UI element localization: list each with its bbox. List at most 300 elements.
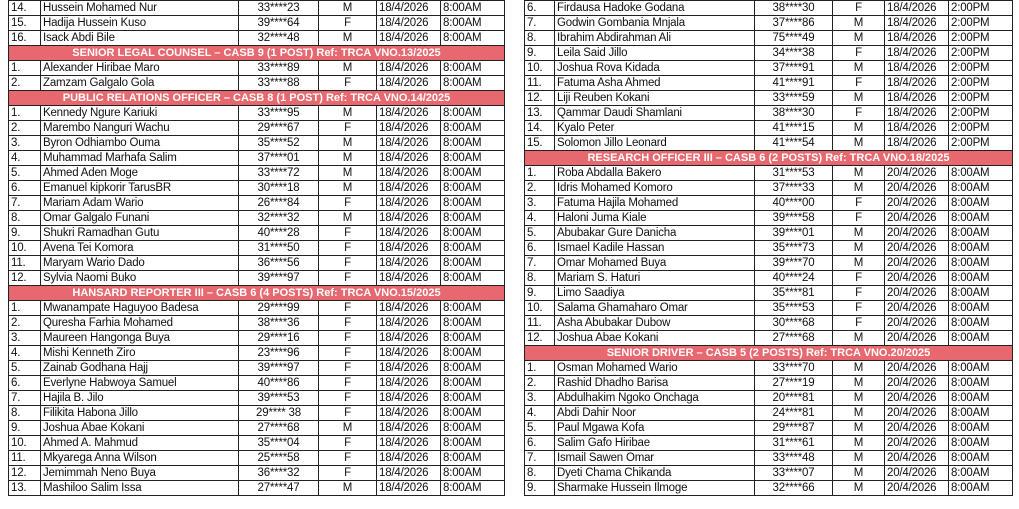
table-row — [525, 16, 1013, 31]
interview-time: 8:00AM — [949, 271, 1013, 286]
row-number: 11. — [525, 76, 555, 91]
interview-time: 8:00AM — [441, 76, 505, 91]
id-number: 32****32 — [239, 211, 319, 226]
candidate-name: Joshua Abae Kokani — [41, 421, 239, 436]
id-number: 40****00 — [755, 196, 833, 211]
row-number: 2. — [9, 76, 41, 91]
section-header — [525, 346, 1013, 361]
row-number: 14. — [525, 121, 555, 136]
interview-time: 8:00AM — [949, 361, 1013, 376]
left-column — [8, 0, 504, 496]
table-row — [525, 91, 1013, 106]
table-row — [525, 451, 1013, 466]
gender: M — [833, 421, 885, 436]
row-number: 5. — [9, 361, 41, 376]
interview-time: 2:00PM — [949, 31, 1013, 46]
interview-date: 20/4/2026 — [885, 241, 949, 256]
gender: F — [833, 211, 885, 226]
interview-date: 20/4/2026 — [885, 256, 949, 271]
gender: F — [319, 331, 377, 346]
id-number: 40****24 — [755, 271, 833, 286]
candidate-name: Rashid Dhadho Barisa — [555, 376, 755, 391]
interview-time: 2:00PM — [949, 16, 1013, 31]
interview-time: 8:00AM — [441, 16, 505, 31]
id-number: 34****38 — [755, 46, 833, 61]
interview-time: 8:00AM — [441, 151, 505, 166]
gender: M — [833, 241, 885, 256]
gender: M — [319, 106, 377, 121]
interview-date: 20/4/2026 — [885, 406, 949, 421]
id-number: 33****07 — [755, 466, 833, 481]
interview-date: 20/4/2026 — [885, 286, 949, 301]
candidate-name: Hussein Mohamed Nur — [41, 1, 239, 16]
gender: F — [319, 391, 377, 406]
gender: F — [833, 301, 885, 316]
interview-time: 8:00AM — [949, 181, 1013, 196]
interview-date: 18/4/2026 — [377, 151, 441, 166]
interview-time: 8:00AM — [441, 481, 505, 496]
row-number: 11. — [9, 451, 41, 466]
id-number: 29****16 — [239, 331, 319, 346]
candidate-name: Ismail Sawen Omar — [555, 451, 755, 466]
interview-date: 18/4/2026 — [377, 61, 441, 76]
gender: M — [319, 1, 377, 16]
table-row — [525, 391, 1013, 406]
row-number: 12. — [9, 271, 41, 286]
row-number: 1. — [9, 61, 41, 76]
interview-date: 18/4/2026 — [377, 241, 441, 256]
interview-date: 18/4/2026 — [377, 1, 441, 16]
interview-date: 18/4/2026 — [377, 181, 441, 196]
interview-time: 8:00AM — [441, 466, 505, 481]
gender: F — [319, 121, 377, 136]
id-number: 29****67 — [239, 121, 319, 136]
id-number: 37****01 — [239, 151, 319, 166]
interview-date: 20/4/2026 — [885, 466, 949, 481]
row-number: 16. — [9, 31, 41, 46]
table-row — [9, 316, 505, 331]
interview-date: 20/4/2026 — [885, 481, 949, 496]
gender: F — [833, 106, 885, 121]
gender: M — [833, 436, 885, 451]
row-number: 5. — [525, 226, 555, 241]
row-number: 6. — [9, 376, 41, 391]
table-row — [9, 271, 505, 286]
interview-time: 8:00AM — [441, 196, 505, 211]
gender: M — [833, 31, 885, 46]
interview-date: 20/4/2026 — [885, 421, 949, 436]
row-number: 1. — [9, 106, 41, 121]
interview-time: 8:00AM — [441, 241, 505, 256]
section-header — [9, 286, 505, 301]
section-header — [525, 151, 1013, 166]
candidate-name: Zamzam Galgalo Gola — [41, 76, 239, 91]
row-number: 7. — [525, 451, 555, 466]
interview-time: 8:00AM — [441, 391, 505, 406]
interview-date: 18/4/2026 — [885, 106, 949, 121]
interview-time: 2:00PM — [949, 106, 1013, 121]
candidate-name: Emanuel kipkorir TarusBR — [41, 181, 239, 196]
interview-date: 18/4/2026 — [377, 451, 441, 466]
table-row — [525, 376, 1013, 391]
interview-date: 18/4/2026 — [377, 166, 441, 181]
id-number: 35****53 — [755, 301, 833, 316]
row-number: 2. — [525, 376, 555, 391]
interview-time: 8:00AM — [949, 466, 1013, 481]
gender: M — [319, 31, 377, 46]
interview-time: 8:00AM — [949, 196, 1013, 211]
candidate-name: Isack Abdi Bile — [41, 31, 239, 46]
row-number: 6. — [525, 241, 555, 256]
row-number: 9. — [9, 226, 41, 241]
candidate-name: Hadija Hussein Kuso — [41, 16, 239, 31]
row-number: 7. — [9, 196, 41, 211]
candidate-name: Limo Saadiya — [555, 286, 755, 301]
gender: M — [833, 391, 885, 406]
interview-time: 8:00AM — [441, 451, 505, 466]
gender: M — [319, 61, 377, 76]
id-number: 33****89 — [239, 61, 319, 76]
gender: M — [833, 451, 885, 466]
row-number: 6. — [9, 181, 41, 196]
interview-time: 8:00AM — [441, 421, 505, 436]
id-number: 31****50 — [239, 241, 319, 256]
interview-time: 8:00AM — [949, 436, 1013, 451]
table-row — [525, 481, 1013, 496]
id-number: 35****73 — [755, 241, 833, 256]
row-number: 8. — [9, 406, 41, 421]
gender: F — [319, 361, 377, 376]
candidate-name: Abubakar Gure Danicha — [555, 226, 755, 241]
table-row — [525, 331, 1013, 346]
interview-time: 2:00PM — [949, 91, 1013, 106]
interview-date: 18/4/2026 — [377, 226, 441, 241]
table-row — [9, 1, 505, 16]
id-number: 20****81 — [755, 391, 833, 406]
interview-date: 18/4/2026 — [377, 31, 441, 46]
table-row — [9, 16, 505, 31]
candidate-name: Alexander Hiribae Maro — [41, 61, 239, 76]
id-number: 35****04 — [239, 436, 319, 451]
interview-time: 8:00AM — [441, 331, 505, 346]
row-number: 6. — [525, 436, 555, 451]
interview-date: 18/4/2026 — [377, 136, 441, 151]
interview-time: 8:00AM — [949, 421, 1013, 436]
candidate-name: Godwin Gombania Mnjala — [555, 16, 755, 31]
interview-time: 8:00AM — [949, 286, 1013, 301]
row-number: 5. — [9, 166, 41, 181]
row-number: 11. — [525, 316, 555, 331]
row-number: 7. — [525, 16, 555, 31]
interview-date: 20/4/2026 — [885, 196, 949, 211]
interview-time: 8:00AM — [441, 256, 505, 271]
row-number: 2. — [9, 121, 41, 136]
gender: M — [833, 361, 885, 376]
candidate-name: Dyeti Chama Chikanda — [555, 466, 755, 481]
row-number: 4. — [9, 151, 41, 166]
interview-date: 18/4/2026 — [377, 391, 441, 406]
table-row — [525, 196, 1013, 211]
id-number: 29****99 — [239, 301, 319, 316]
interview-date: 20/4/2026 — [885, 331, 949, 346]
interview-time: 8:00AM — [949, 451, 1013, 466]
candidate-name: Fatuma Asha Ahmed — [555, 76, 755, 91]
interview-time: 8:00AM — [441, 271, 505, 286]
table-row — [525, 256, 1013, 271]
id-number: 39****97 — [239, 271, 319, 286]
id-number: 33****59 — [755, 91, 833, 106]
gender: F — [319, 436, 377, 451]
candidate-name: Mashiloo Salim Issa — [41, 481, 239, 496]
interview-date: 18/4/2026 — [377, 436, 441, 451]
candidate-name: Liji Reuben Kokani — [555, 91, 755, 106]
gender: M — [833, 121, 885, 136]
id-number: 33****95 — [239, 106, 319, 121]
candidate-name: Paul Mgawa Kofa — [555, 421, 755, 436]
candidate-name: Hajila B. Jilo — [41, 391, 239, 406]
interview-date: 18/4/2026 — [885, 46, 949, 61]
row-number: 9. — [9, 421, 41, 436]
candidate-name: Joshua Abae Kokani — [555, 331, 755, 346]
table-row — [525, 136, 1013, 151]
table-row — [9, 376, 505, 391]
gender: M — [319, 151, 377, 166]
row-number: 13. — [9, 481, 41, 496]
id-number: 39****58 — [755, 211, 833, 226]
interview-time: 8:00AM — [441, 136, 505, 151]
interview-date: 18/4/2026 — [885, 121, 949, 136]
candidate-name: Abdi Dahir Noor — [555, 406, 755, 421]
id-number: 41****91 — [755, 76, 833, 91]
candidate-name: Sylvia Naomi Buko — [41, 271, 239, 286]
table-row — [525, 241, 1013, 256]
id-number: 30****68 — [755, 316, 833, 331]
table-row — [9, 451, 505, 466]
id-number: 40****28 — [239, 226, 319, 241]
interview-date: 18/4/2026 — [377, 106, 441, 121]
id-number: 24****81 — [755, 406, 833, 421]
row-number: 3. — [525, 196, 555, 211]
candidate-name: Fatuma Hajila Mohamed — [555, 196, 755, 211]
interview-time: 8:00AM — [441, 211, 505, 226]
id-number: 33****72 — [239, 166, 319, 181]
interview-date: 18/4/2026 — [885, 1, 949, 16]
row-number: 7. — [525, 256, 555, 271]
id-number: 33****70 — [755, 361, 833, 376]
interview-time: 8:00AM — [441, 406, 505, 421]
candidate-table-right — [524, 0, 1013, 496]
candidate-name: Mariam S. Haturi — [555, 271, 755, 286]
candidate-name: Shukri Ramadhan Gutu — [41, 226, 239, 241]
interview-time: 8:00AM — [441, 376, 505, 391]
id-number: 39****53 — [239, 391, 319, 406]
gender: F — [319, 466, 377, 481]
interview-time: 8:00AM — [949, 481, 1013, 496]
interview-date: 18/4/2026 — [377, 121, 441, 136]
table-row — [9, 121, 505, 136]
section-header-text: RESEARCH OFFICER III – CASB 6 (2 POSTS) Ref: TRCA VNO.18/2025 — [525, 151, 1013, 166]
interview-time: 8:00AM — [949, 376, 1013, 391]
gender: M — [319, 136, 377, 151]
interview-date: 18/4/2026 — [885, 136, 949, 151]
candidate-name: Omar Mohamed Buya — [555, 256, 755, 271]
id-number: 36****32 — [239, 466, 319, 481]
table-row — [9, 61, 505, 76]
candidate-name: Osman Mohamed Wario — [555, 361, 755, 376]
gender: M — [319, 211, 377, 226]
candidate-name: Maureen Hangonga Buya — [41, 331, 239, 346]
row-number: 7. — [9, 391, 41, 406]
section-header — [9, 46, 505, 61]
section-header-text: SENIOR DRIVER – CASB 5 (2 POSTS) Ref: TRCA VNO.20/2025 — [525, 346, 1013, 361]
table-row — [525, 286, 1013, 301]
table-row — [9, 166, 505, 181]
gender: F — [319, 301, 377, 316]
section-header-text: SENIOR LEGAL COUNSEL – CASB 9 (1 POST) Ref: TRCA VNO.13/2025 — [9, 46, 505, 61]
table-row — [9, 331, 505, 346]
table-row — [9, 106, 505, 121]
interview-time: 8:00AM — [949, 406, 1013, 421]
row-number: 5. — [525, 421, 555, 436]
table-row — [9, 436, 505, 451]
id-number: 29**** 38 — [239, 406, 319, 421]
id-number: 35****52 — [239, 136, 319, 151]
id-number: 39****70 — [755, 256, 833, 271]
table-row — [525, 106, 1013, 121]
section-header — [9, 91, 505, 106]
gender: M — [833, 406, 885, 421]
table-row — [525, 271, 1013, 286]
table-row — [9, 361, 505, 376]
interview-date: 18/4/2026 — [377, 301, 441, 316]
gender: F — [319, 316, 377, 331]
interview-date: 20/4/2026 — [885, 271, 949, 286]
interview-date: 20/4/2026 — [885, 391, 949, 406]
row-number: 8. — [525, 31, 555, 46]
candidate-name: Omar Galgalo Funani — [41, 211, 239, 226]
interview-time: 8:00AM — [949, 166, 1013, 181]
table-row — [9, 76, 505, 91]
candidate-name: Avena Tei Komora — [41, 241, 239, 256]
interview-time: 8:00AM — [949, 316, 1013, 331]
id-number: 27****19 — [755, 376, 833, 391]
gender: F — [319, 406, 377, 421]
candidate-name: Salim Gafo Hiribae — [555, 436, 755, 451]
table-row — [525, 406, 1013, 421]
gender: M — [833, 136, 885, 151]
candidate-name: Jemimmah Neno Buya — [41, 466, 239, 481]
gender: M — [319, 181, 377, 196]
interview-date: 20/4/2026 — [885, 376, 949, 391]
interview-time: 8:00AM — [949, 226, 1013, 241]
table-row — [9, 211, 505, 226]
table-row — [9, 256, 505, 271]
row-number: 11. — [9, 256, 41, 271]
row-number: 14. — [9, 1, 41, 16]
table-row — [525, 316, 1013, 331]
candidate-name: Filikita Habona Jillo — [41, 406, 239, 421]
id-number: 23****96 — [239, 346, 319, 361]
candidate-name: Qammar Daudi Shamlani — [555, 106, 755, 121]
interview-date: 20/4/2026 — [885, 316, 949, 331]
gender: F — [833, 196, 885, 211]
gender: M — [833, 181, 885, 196]
row-number: 9. — [525, 481, 555, 496]
id-number: 38****30 — [755, 1, 833, 16]
candidate-name: Maryam Wario Dado — [41, 256, 239, 271]
id-number: 31****61 — [755, 436, 833, 451]
table-row — [525, 361, 1013, 376]
candidate-name: Marembo Nanguri Wachu — [41, 121, 239, 136]
interview-time: 8:00AM — [441, 61, 505, 76]
interview-time: 8:00AM — [441, 181, 505, 196]
candidate-name: Leila Said Jillo — [555, 46, 755, 61]
id-number: 33****23 — [239, 1, 319, 16]
interview-date: 18/4/2026 — [377, 376, 441, 391]
interview-time: 8:00AM — [949, 211, 1013, 226]
candidate-name: Zainab Godhana Hajj — [41, 361, 239, 376]
candidate-name: Firdausa Hadoke Godana — [555, 1, 755, 16]
candidate-name: Roba Abdalla Bakero — [555, 166, 755, 181]
row-number: 10. — [9, 241, 41, 256]
interview-time: 2:00PM — [949, 121, 1013, 136]
row-number: 4. — [525, 211, 555, 226]
candidate-name: Joshua Rova Kidada — [555, 61, 755, 76]
table-row — [525, 31, 1013, 46]
row-number: 1. — [525, 361, 555, 376]
id-number: 31****53 — [755, 166, 833, 181]
row-number: 12. — [525, 331, 555, 346]
interview-time: 8:00AM — [441, 226, 505, 241]
section-header-text: HANSARD REPORTER III – CASB 6 (4 POSTS) Ref: TRCA VNO.15/2025 — [9, 286, 505, 301]
row-number: 1. — [9, 301, 41, 316]
interview-time: 8:00AM — [949, 256, 1013, 271]
gender: M — [833, 376, 885, 391]
row-number: 10. — [9, 436, 41, 451]
interview-time: 8:00AM — [441, 121, 505, 136]
table-row — [525, 466, 1013, 481]
interview-date: 18/4/2026 — [377, 316, 441, 331]
table-row — [525, 436, 1013, 451]
id-number: 27****68 — [239, 421, 319, 436]
gender: F — [319, 76, 377, 91]
gender: M — [319, 421, 377, 436]
interview-date: 18/4/2026 — [377, 16, 441, 31]
candidate-name: Ahmed A. Mahmud — [41, 436, 239, 451]
interview-date: 18/4/2026 — [377, 481, 441, 496]
table-row — [525, 211, 1013, 226]
table-row — [9, 346, 505, 361]
interview-time: 8:00AM — [949, 331, 1013, 346]
interview-time: 8:00AM — [441, 346, 505, 361]
interview-time: 2:00PM — [949, 136, 1013, 151]
row-number: 12. — [9, 466, 41, 481]
row-number: 8. — [525, 466, 555, 481]
interview-date: 20/4/2026 — [885, 451, 949, 466]
row-number: 13. — [525, 106, 555, 121]
gender: M — [833, 61, 885, 76]
row-number: 10. — [525, 301, 555, 316]
gender: F — [319, 271, 377, 286]
interview-time: 2:00PM — [949, 1, 1013, 16]
table-row — [9, 301, 505, 316]
interview-time: 8:00AM — [441, 301, 505, 316]
interview-time: 8:00AM — [441, 166, 505, 181]
id-number: 39****64 — [239, 16, 319, 31]
interview-date: 20/4/2026 — [885, 301, 949, 316]
interview-date: 18/4/2026 — [377, 211, 441, 226]
gender: F — [833, 76, 885, 91]
